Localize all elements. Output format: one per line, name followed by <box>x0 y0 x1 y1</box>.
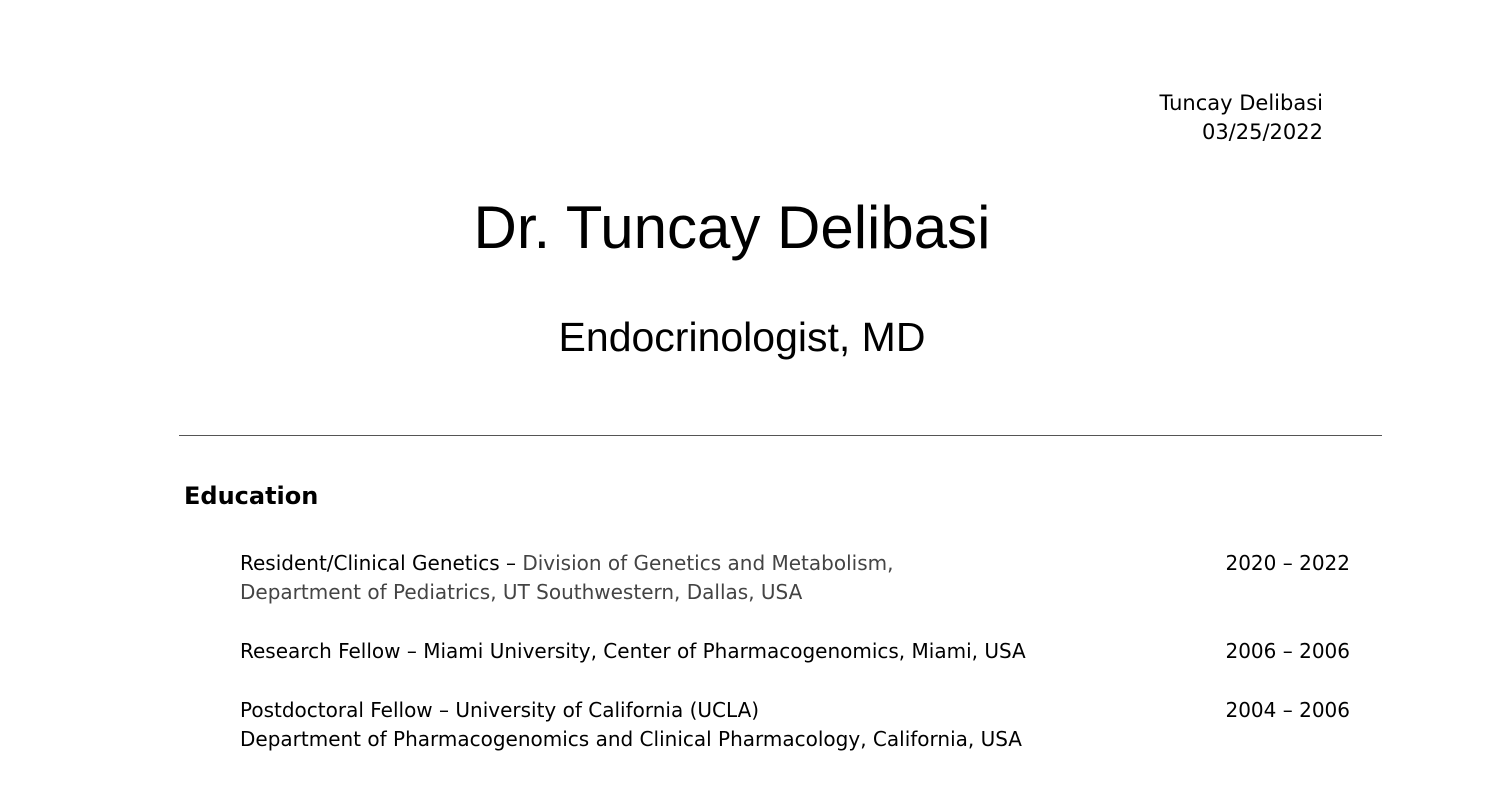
header-meta <box>1159 89 1323 147</box>
education-entry <box>240 696 1350 754</box>
entry-years: 2004 – 2006 <box>1225 698 1350 722</box>
entry-line-2: Department of Pediatrics, UT Southwestern, Dallas, USA <box>240 580 803 604</box>
page-subtitle: Endocrinologist, MD <box>558 314 926 360</box>
entry-years: 2020 – 2022 <box>1225 551 1350 575</box>
page-title: Dr. Tuncay Delibasi <box>473 194 991 261</box>
entry-line-1: Postdoctoral Fellow – University of California (UCLA) <box>240 698 760 722</box>
entry-role: Resident/Clinical Genetics <box>240 551 500 575</box>
entry-separator: – <box>499 551 523 575</box>
section-heading-education: Education <box>184 482 319 510</box>
entry-text <box>240 549 1140 607</box>
header-date: 03/25/2022 <box>1201 120 1323 144</box>
entry-line-1: Research Fellow – Miami University, Center of Pharmacogenomics, Miami, USA <box>240 639 1026 663</box>
divider <box>179 435 1382 436</box>
education-entry <box>240 637 1350 666</box>
entry-text <box>240 637 1140 666</box>
header-name: Tuncay Delibasi <box>1159 91 1323 115</box>
entry-institution: Division of Genetics and Metabolism, <box>522 551 894 575</box>
entry-line-1 <box>240 549 1140 578</box>
entry-text <box>240 696 1140 754</box>
education-entry <box>240 549 1350 607</box>
entry-years: 2006 – 2006 <box>1225 639 1350 663</box>
entry-line-2: Department of Pharmacogenomics and Clinical Pharmacology, California, USA <box>240 727 1022 751</box>
